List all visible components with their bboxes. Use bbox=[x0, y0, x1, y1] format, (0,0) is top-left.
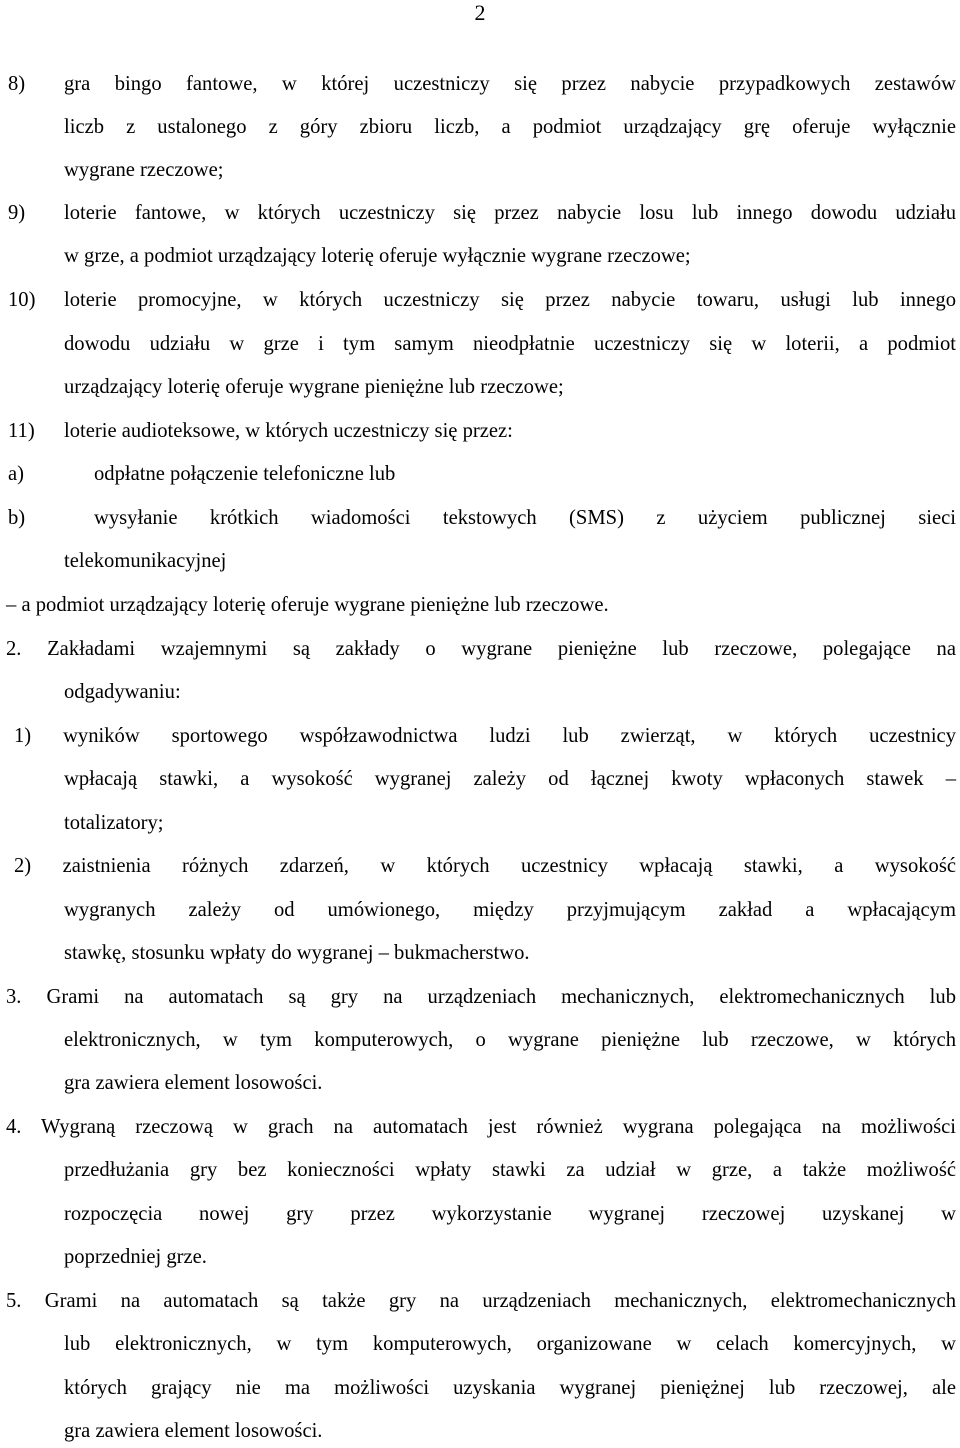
text-line bbox=[0, 372, 960, 402]
text-line bbox=[0, 285, 960, 315]
line-text: – a podmiot urządzający loterię oferuje wygrane pieniężne lub rzeczowe. bbox=[6, 594, 609, 616]
text-line bbox=[0, 1112, 960, 1142]
text-line bbox=[0, 1068, 960, 1098]
text-line bbox=[0, 1242, 960, 1272]
line-text: urządzający loterię oferuje wygrane pieniężne lub rzeczowe; bbox=[64, 376, 564, 398]
text-line bbox=[0, 895, 960, 925]
line-text: totalizatory; bbox=[64, 812, 164, 834]
text-line bbox=[0, 1416, 960, 1446]
line-text: gra zawiera element losowości. bbox=[64, 1072, 323, 1094]
text-line bbox=[0, 198, 960, 228]
text-line bbox=[0, 112, 960, 142]
line-text: odpłatne połączenie telefoniczne lub bbox=[94, 463, 396, 485]
text-line bbox=[0, 69, 960, 99]
item-label: 11) bbox=[8, 420, 35, 442]
line-text: lub elektronicznych, w tym komputerowych, organizowane w celach komercyjnych, w bbox=[64, 1333, 956, 1355]
text-line bbox=[0, 1286, 960, 1316]
line-text: dowodu udziału w grze i tym samym nieodpłatnie uczestniczy się w loterii, a podmiot bbox=[64, 333, 956, 355]
text-line bbox=[0, 329, 960, 359]
item-label: a) bbox=[8, 463, 24, 485]
line-text: elektronicznych, w tym komputerowych, o wygrane pieniężne lub rzeczowe, w których bbox=[64, 1029, 956, 1051]
text-line bbox=[0, 1025, 960, 1055]
text-line bbox=[0, 416, 960, 446]
text-line bbox=[0, 1199, 960, 1229]
line-text: gra bingo fantowe, w której uczestniczy się przez nabycie przypadkowych zestawów bbox=[64, 73, 956, 95]
line-text: 4. Wygraną rzeczową w grach na automatach jest również wygrana polegająca na możliwości bbox=[6, 1116, 956, 1138]
line-text: których grający nie ma możliwości uzyskania wygranej pieniężnej lub rzeczowej, ale bbox=[64, 1377, 956, 1399]
line-text: loterie promocyjne, w których uczestniczy się przez nabycie towaru, usługi lub innego bbox=[64, 289, 956, 311]
line-text: wysyłanie krótkich wiadomości tekstowych (SMS) z użyciem publicznej sieci bbox=[94, 507, 956, 529]
text-line bbox=[0, 1373, 960, 1403]
text-line bbox=[0, 808, 960, 838]
text-line bbox=[0, 459, 960, 489]
item-label: 10) bbox=[8, 289, 36, 311]
line-text: rozpoczęcia nowej gry przez wykorzystanie wygranej rzeczowej uzyskanej w bbox=[64, 1203, 956, 1225]
text-line bbox=[0, 503, 960, 533]
text-line bbox=[0, 155, 960, 185]
item-label: 9) bbox=[8, 202, 26, 224]
line-text: 1) wyników sportowego współzawodnictwa ludzi lub zwierząt, w których uczestnicy bbox=[14, 725, 956, 747]
line-text: odgadywaniu: bbox=[64, 681, 181, 703]
text-line bbox=[0, 764, 960, 794]
text-line bbox=[0, 1329, 960, 1359]
line-text: gra zawiera element losowości. bbox=[64, 1420, 323, 1442]
line-text: przedłużania gry bez konieczności wpłaty stawki za udział w grze, a także możliwość bbox=[64, 1159, 956, 1181]
text-line bbox=[0, 634, 960, 664]
line-text: telekomunikacyjnej bbox=[64, 550, 227, 572]
line-text: liczb z ustalonego z góry zbioru liczb, a podmiot urządzający grę oferuje wyłącznie bbox=[64, 116, 956, 138]
line-text: 5. Grami na automatach są także gry na urządzeniach mechanicznych, elektromechanicznych bbox=[6, 1290, 956, 1312]
text-line bbox=[0, 241, 960, 271]
text-line bbox=[0, 1155, 960, 1185]
text-line bbox=[0, 851, 960, 881]
line-text: wygranych zależy od umówionego, między przyjmującym zakład a wpłacającym bbox=[64, 899, 956, 921]
text-line bbox=[0, 721, 960, 751]
line-text: loterie fantowe, w których uczestniczy się przez nabycie losu lub innego dowodu udziału bbox=[64, 202, 956, 224]
item-label: b) bbox=[8, 507, 26, 529]
item-label: 8) bbox=[8, 73, 26, 95]
line-text: 2. Zakładami wzajemnymi są zakłady o wygrane pieniężne lub rzeczowe, polegające na bbox=[6, 638, 956, 660]
text-line bbox=[0, 590, 960, 620]
text-line bbox=[0, 938, 960, 968]
line-text: stawkę, stosunku wpłaty do wygranej – bukmacherstwo. bbox=[64, 942, 530, 964]
line-text: 2) zaistnienia różnych zdarzeń, w których uczestnicy wpłacają stawki, a wysokość bbox=[14, 855, 956, 877]
line-text: loterie audioteksowe, w których uczestniczy się przez: bbox=[64, 420, 513, 442]
line-text: poprzedniej grze. bbox=[64, 1246, 207, 1268]
line-text: wygrane rzeczowe; bbox=[64, 159, 224, 181]
line-text: wpłacają stawki, a wysokość wygranej zależy od łącznej kwoty wpłaconych stawek – bbox=[64, 768, 956, 790]
line-text: w grze, a podmiot urządzający loterię oferuje wyłącznie wygrane rzeczowe; bbox=[64, 245, 691, 267]
text-line bbox=[0, 677, 960, 707]
text-line bbox=[0, 546, 960, 576]
line-text: 3. Grami na automatach są gry na urządzeniach mechanicznych, elektromechanicznych lub bbox=[6, 986, 956, 1008]
page-number: 2 bbox=[474, 0, 486, 25]
text-line bbox=[0, 982, 960, 1012]
